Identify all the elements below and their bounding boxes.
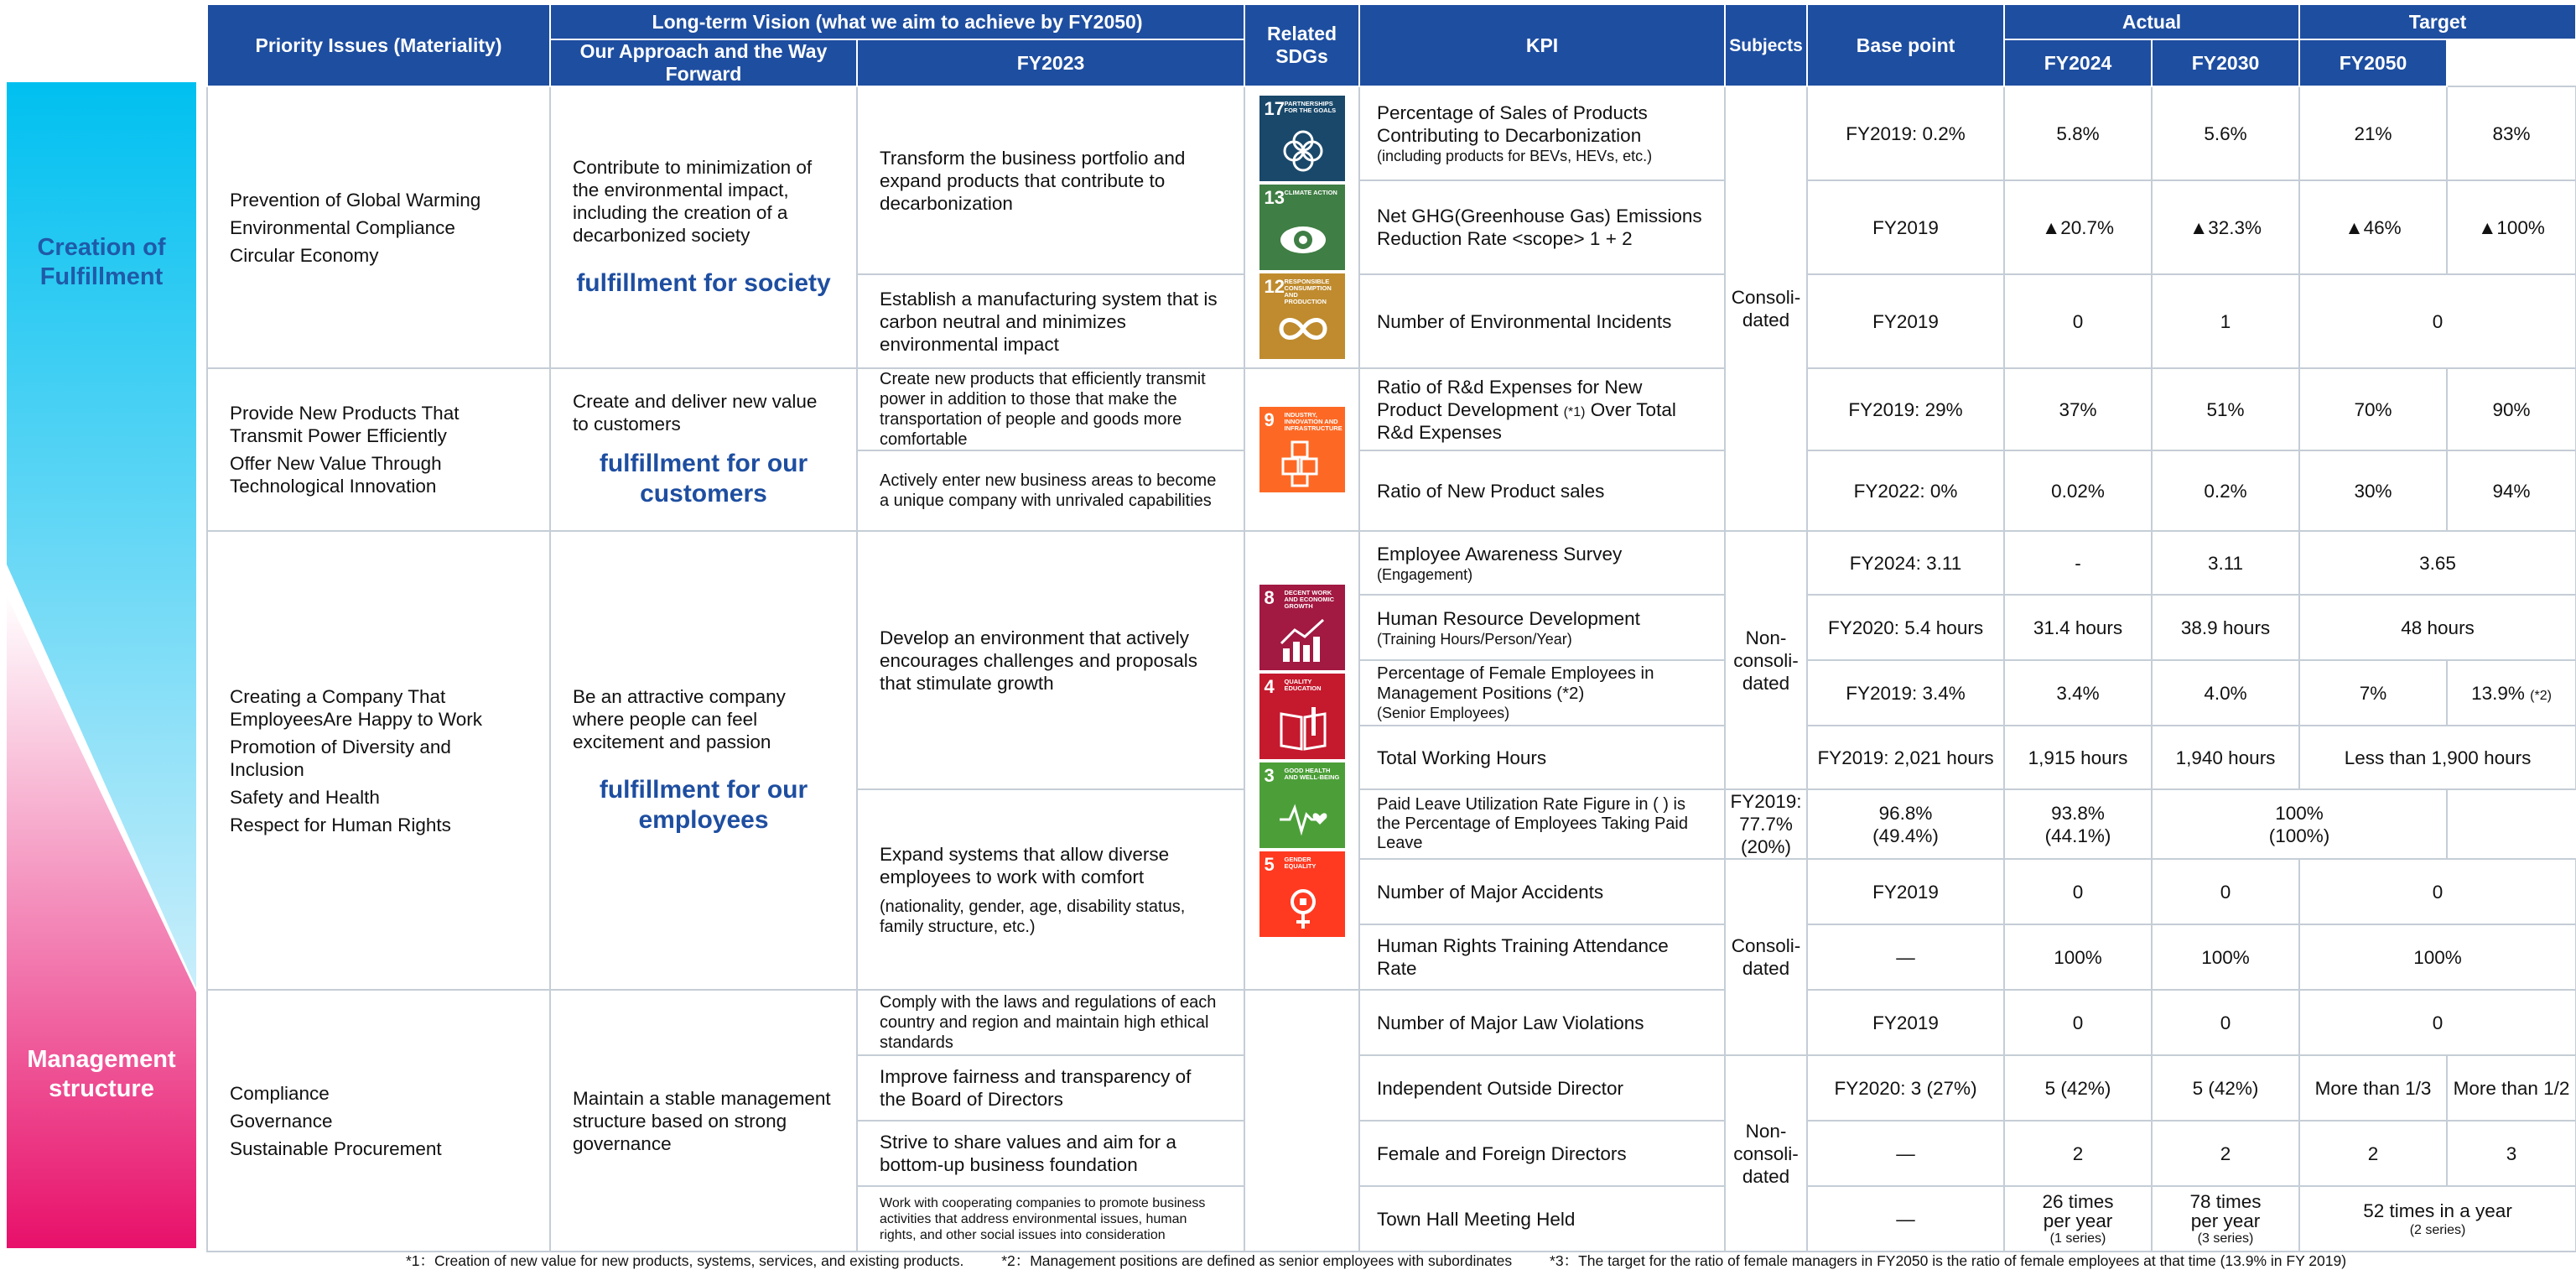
fy2023-cell: 5 (42%) — [2004, 1055, 2152, 1121]
approach-cell: Develop an environment that actively encourages challenges and proposals that stimulate growth — [857, 531, 1244, 789]
header-vision: Long-term Vision (what we aim to achieve by FY2050) — [550, 4, 1244, 39]
sdg-5-icon — [1259, 851, 1345, 937]
fy2023-cell: 3.4% — [2004, 660, 2152, 726]
footnote-mark: (*2) — [2530, 688, 2552, 703]
vision-governance: Maintain a stable management structure based on strong governance — [550, 990, 857, 1252]
base-cell: FY2020: 5.4 hours — [1807, 595, 2004, 660]
target-cell: Less than 1,900 hours — [2299, 726, 2576, 789]
fy2024-cell: 0.2% — [2152, 450, 2299, 531]
sdg-title: QUALITY EDUCATION — [1284, 677, 1322, 692]
sdg-3-icon — [1259, 762, 1345, 848]
kpi-cell — [1359, 86, 1725, 180]
fy2030-cell: 2 — [2299, 1121, 2447, 1186]
sdg-number: 8 — [1264, 586, 1275, 608]
vision-environment — [550, 86, 857, 368]
issue-item: Promotion of Diversity and Inclusion — [230, 736, 451, 780]
issue-item: Prevention of Global Warming — [230, 189, 481, 211]
issue-item: Provide New Products That Transmit Power Efficiently — [230, 403, 460, 446]
approach-cell: Strive to share values and aim for a bottom-up business foundation — [857, 1121, 1244, 1186]
fy2023-series: (1 series) — [2049, 1231, 2106, 1246]
kpi-cell: Number of Environmental Incidents — [1359, 274, 1725, 368]
issue-item: Safety and Health — [230, 786, 380, 808]
header-fy2050: FY2050 — [2299, 39, 2447, 86]
approach-cell: Create new products that efficiently transmit power in addition to those that make the transportation of people and goods more comfortable — [857, 368, 1244, 450]
fy2024-value-b: (44.1%) — [2044, 825, 2111, 846]
kpi-text: Human Resource Development — [1377, 607, 1640, 629]
target-cell: 3.65 — [2299, 531, 2576, 595]
sdg-title: RESPONSIBLE CONSUMPTION AND PRODUCTION — [1284, 278, 1332, 305]
fulfillment-employees-label: fulfillment for our employees — [599, 776, 808, 834]
base-cell: — — [1807, 924, 2004, 990]
fy2023-cell: 2 — [2004, 1121, 2152, 1186]
kpi-cell: Ratio of New Product sales — [1359, 450, 1725, 531]
approach-cell: Actively enter new business areas to become a unique company with unrivaled capabilities — [857, 450, 1244, 531]
sdg-4-icon — [1259, 674, 1345, 759]
fy2030-cell: 70% — [2299, 368, 2447, 450]
fy2050-value: 13.9% — [2471, 682, 2525, 704]
fulfillment-society-label: fulfillment for society — [576, 269, 831, 297]
fy2030-cell: 7% — [2299, 660, 2447, 726]
kpi-cell — [1359, 595, 1725, 660]
header-actual: Actual — [2004, 4, 2299, 39]
sdg-title: CLIMATE ACTION — [1284, 189, 1337, 196]
header-priority: Priority Issues (Materiality) — [207, 4, 550, 86]
sdg-title: DECENT WORK AND ECONOMIC GROWTH — [1284, 588, 1335, 610]
fy2023-cell: 1,915 hours — [2004, 726, 2152, 789]
fy2050-cell: 83% — [2447, 86, 2576, 180]
target-series: (2 series) — [2409, 1223, 2466, 1237]
base-value-b: (20%) — [1741, 836, 1792, 857]
fy2023-value: 96.8% — [1878, 802, 1933, 824]
kpi-cell — [1359, 531, 1725, 595]
target-cell: 100% — [2299, 924, 2576, 990]
fy2023-value-b: (49.4%) — [1872, 825, 1939, 846]
base-cell — [1725, 789, 1807, 859]
fy2030-cell: 30% — [2299, 450, 2447, 531]
sdg-group-customers — [1244, 368, 1359, 531]
fy2023-cell: 0.02% — [2004, 450, 2152, 531]
sdg-group-environment — [1244, 86, 1359, 368]
fy2050-cell: 90% — [2447, 368, 2576, 450]
fy2023-cell: 37% — [2004, 368, 2152, 450]
sdg-13-icon — [1259, 185, 1345, 270]
fy2024-cell — [2004, 789, 2152, 859]
fy2024-cell: 38.9 hours — [2152, 595, 2299, 660]
fy2050-cell: 94% — [2447, 450, 2576, 531]
sdg-12-icon — [1259, 273, 1345, 359]
base-cell: FY2019 — [1807, 274, 2004, 368]
fy2024-cell: 4.0% — [2152, 660, 2299, 726]
fy2023-cell: 5.8% — [2004, 86, 2152, 180]
kpi-note: (Engagement) — [1377, 565, 1473, 583]
fy2023-cell: - — [2004, 531, 2152, 595]
subject-consolidated: Consoli-dated — [1725, 859, 1807, 1055]
fy2024-cell: 5 (42%) — [2152, 1055, 2299, 1121]
sdg-group-employees — [1244, 531, 1359, 990]
base-cell: — — [1807, 1121, 2004, 1186]
fy2024-cell: ▲32.3% — [2152, 180, 2299, 274]
fy2023-cell: 0 — [2004, 990, 2152, 1055]
base-cell: — — [1807, 1186, 2004, 1252]
target-value: 52 times in a year — [2363, 1200, 2512, 1221]
fy2030-cell: 21% — [2299, 86, 2447, 180]
kpi-cell — [1359, 368, 1725, 450]
issue-item: Environmental Compliance — [230, 216, 455, 238]
fy2023-cell: 0 — [2004, 274, 2152, 368]
base-cell: FY2019 — [1807, 859, 2004, 924]
target-value: 100% — [2275, 802, 2324, 824]
fy2023-cell: 100% — [2004, 924, 2152, 990]
sdg-title: PARTNERSHIPS FOR THE GOALS — [1284, 100, 1337, 114]
kpi-text-b: Over Total R&d Expenses — [1377, 398, 1676, 443]
header-sdgs: Related SDGs — [1244, 4, 1359, 86]
kpi-cell: Independent Outside Director — [1359, 1055, 1725, 1121]
fy2023-value: 26 times per year — [2042, 1190, 2114, 1231]
footnotes — [406, 1250, 2380, 1271]
approach-cell — [857, 789, 1244, 990]
approach-text: Expand systems that allow diverse employees to work with comfort — [880, 843, 1170, 887]
base-value: FY2019: 77.7% — [1730, 791, 1802, 835]
fy2024-series: (3 series) — [2197, 1231, 2254, 1246]
fy2023-cell: 31.4 hours — [2004, 595, 2152, 660]
approach-cell: Establish a manufacturing system that is carbon neutral and minimizes environmental impact — [857, 274, 1244, 368]
vision-text: Be an attractive company where people can feel excitement and passion — [573, 686, 786, 752]
approach-note: (nationality, gender, age, disability status, family structure, etc.) — [880, 897, 1186, 936]
issue-item: Sustainable Procurement — [230, 1137, 442, 1159]
base-cell: FY2019: 29% — [1807, 368, 2004, 450]
issue-item: Governance — [230, 1110, 333, 1132]
kpi-cell: Number of Major Accidents — [1359, 859, 1725, 924]
fy2023-cell — [2004, 1186, 2152, 1252]
target-cell: 0 — [2299, 274, 2576, 368]
fy2024-cell — [2152, 1186, 2299, 1252]
sdg-8-icon — [1259, 585, 1345, 670]
sdg-empty-cell — [1244, 990, 1359, 1252]
fy2024-cell: 51% — [2152, 368, 2299, 450]
base-cell: FY2020: 3 (27%) — [1807, 1055, 2004, 1121]
target-cell: 0 — [2299, 990, 2576, 1055]
fy2024-cell: 5.6% — [2152, 86, 2299, 180]
sdg-17-icon — [1259, 96, 1345, 181]
subject-non-consolidated: Non-consoli-dated — [1725, 1055, 1807, 1252]
kpi-note: (including products for BEVs, HEVs, etc.) — [1377, 148, 1653, 164]
subject-non-consolidated: Non-consoli-dated — [1725, 531, 1807, 789]
fy2023-cell — [1807, 789, 2004, 859]
approach-cell: Transform the business portfolio and expand products that contribute to decarbonization — [857, 86, 1244, 274]
target-cell — [2152, 789, 2447, 859]
kpi-cell — [1359, 660, 1725, 726]
approach-cell: Comply with the laws and regulations of each country and region and maintain high ethical standards — [857, 990, 1244, 1055]
kpi-cell: Total Working Hours — [1359, 726, 1725, 789]
header-base: Base point — [1807, 4, 2004, 86]
target-cell: 48 hours — [2299, 595, 2576, 660]
sdg-number: 4 — [1264, 675, 1275, 697]
subject-consolidated: Consoli-dated — [1725, 86, 1807, 531]
issue-item: Compliance — [230, 1082, 330, 1104]
side-banner — [7, 82, 196, 1248]
fy2050-cell: More than 1/2 — [2447, 1055, 2576, 1121]
vision-employees — [550, 531, 857, 990]
kpi-cell: Human Rights Training Attendance Rate — [1359, 924, 1725, 990]
sdg-title: INDUSTRY, INNOVATION AND INFRASTRUCTURE — [1284, 411, 1343, 432]
footnote-1: *1：Creation of new value for new products, systems, services, and existing products. — [406, 1252, 964, 1269]
fy2050-cell: ▲100% — [2447, 180, 2576, 274]
fy2024-cell: 100% — [2152, 924, 2299, 990]
fy2024-value: 93.8% — [2051, 802, 2105, 824]
header-kpi: KPI — [1359, 4, 1725, 86]
header-approach: Our Approach and the Way Forward — [550, 39, 857, 86]
fy2024-cell: 0 — [2152, 859, 2299, 924]
kpi-cell: Number of Major Law Violations — [1359, 990, 1725, 1055]
kpi-text: Employee Awareness Survey — [1377, 543, 1623, 565]
header-target: Target — [2299, 4, 2576, 39]
base-cell: FY2019: 3.4% — [1807, 660, 2004, 726]
issues-employees — [207, 531, 550, 990]
fy2024-cell: 2 — [2152, 1121, 2299, 1186]
kpi-cell: Net GHG(Greenhouse Gas) Emissions Reduction Rate <scope> 1 + 2 — [1359, 180, 1725, 274]
issue-item: Offer New Value Through Technological Innovation — [230, 453, 442, 497]
materiality-table — [206, 3, 2576, 1252]
base-cell: FY2019 — [1807, 990, 2004, 1055]
fy2050-cell — [2447, 660, 2576, 726]
target-cell — [2299, 1186, 2576, 1252]
vision-text: Create and deliver new value to customers — [573, 391, 818, 435]
management-structure-label: Management structure — [27, 1046, 176, 1102]
approach-cell: Work with cooperating companies to promote business activities that address environmental issues, human rights, and other social issues into consideration — [857, 1186, 1244, 1252]
fulfillment-customers-label: fulfillment for our customers — [599, 450, 808, 507]
issue-item: Respect for Human Rights — [230, 814, 451, 835]
base-cell: FY2019: 0.2% — [1807, 86, 2004, 180]
fy2050-cell: 3 — [2447, 1121, 2576, 1186]
kpi-text: Ratio of R&d Expenses for New Product Development — [1377, 376, 1643, 420]
fy2030-cell: More than 1/3 — [2299, 1055, 2447, 1121]
base-cell: FY2024: 3.11 — [1807, 531, 2004, 595]
footnote-3: *3：The target for the ratio of female managers in FY2050 is the ratio of female employees at that time (13.9% in FY 2019) — [1550, 1252, 2347, 1269]
base-cell: FY2019: 2,021 hours — [1807, 726, 2004, 789]
sdg-number: 13 — [1264, 187, 1285, 208]
vision-text: Contribute to minimization of the environmental impact, including the creation of a decarbonized society — [573, 157, 813, 246]
target-cell: 0 — [2299, 859, 2576, 924]
sdg-number: 17 — [1264, 98, 1285, 119]
fy2024-cell: 0 — [2152, 990, 2299, 1055]
issues-environment — [207, 86, 550, 368]
sdg-title: GOOD HEALTH AND WELL-BEING — [1284, 766, 1340, 781]
kpi-cell: Paid Leave Utilization Rate Figure in ( ) is the Percentage of Employees Taking Paid Leave — [1359, 789, 1725, 859]
header-subjects: Subjects — [1725, 4, 1807, 86]
fy2024-cell: 3.11 — [2152, 531, 2299, 595]
sdg-number: 12 — [1264, 276, 1285, 297]
approach-cell: Improve fairness and transparency of the Board of Directors — [857, 1055, 1244, 1121]
kpi-text: Percentage of Female Employees in Management Positions (*2) — [1377, 664, 1654, 703]
vision-customers — [550, 368, 857, 531]
fy2024-cell: 1,940 hours — [2152, 726, 2299, 789]
creation-of-fulfillment-label: Creation of Fulfillment — [37, 234, 166, 290]
issue-item: Creating a Company That EmployeesAre Happy to Work — [230, 685, 482, 730]
kpi-note: (Training Hours/Person/Year) — [1377, 630, 1572, 648]
kpi-note: (Senior Employees) — [1377, 705, 1510, 721]
issue-item: Circular Economy — [230, 244, 379, 266]
fy2024-cell: 1 — [2152, 274, 2299, 368]
header-fy2030: FY2030 — [2152, 39, 2299, 86]
kpi-cell: Town Hall Meeting Held — [1359, 1186, 1725, 1252]
kpi-text: Percentage of Sales of Products Contributing to Decarbonization — [1377, 102, 1648, 146]
issues-governance — [207, 990, 550, 1252]
base-cell: FY2019 — [1807, 180, 2004, 274]
target-value-b: (100%) — [2268, 825, 2330, 846]
sdg-title: GENDER EQUALITY — [1284, 855, 1317, 870]
sdg-number: 3 — [1264, 764, 1275, 786]
header-fy2024: FY2024 — [2004, 39, 2152, 86]
fy2023-cell: ▲20.7% — [2004, 180, 2152, 274]
header-fy2023: FY2023 — [857, 39, 1244, 86]
sdg-number: 9 — [1264, 409, 1275, 430]
kpi-footnote-mark: (*1) — [1563, 404, 1586, 419]
sdg-number: 5 — [1264, 853, 1275, 875]
base-cell: FY2022: 0% — [1807, 450, 2004, 531]
footnote-2: *2：Management positions are defined as senior employees with subordinates — [1001, 1252, 1513, 1269]
fy2024-value: 78 times per year — [2189, 1190, 2262, 1231]
issues-customers — [207, 368, 550, 531]
kpi-cell: Female and Foreign Directors — [1359, 1121, 1725, 1186]
sdg-9-icon — [1259, 407, 1345, 492]
fy2023-cell: 0 — [2004, 859, 2152, 924]
fy2030-cell: ▲46% — [2299, 180, 2447, 274]
